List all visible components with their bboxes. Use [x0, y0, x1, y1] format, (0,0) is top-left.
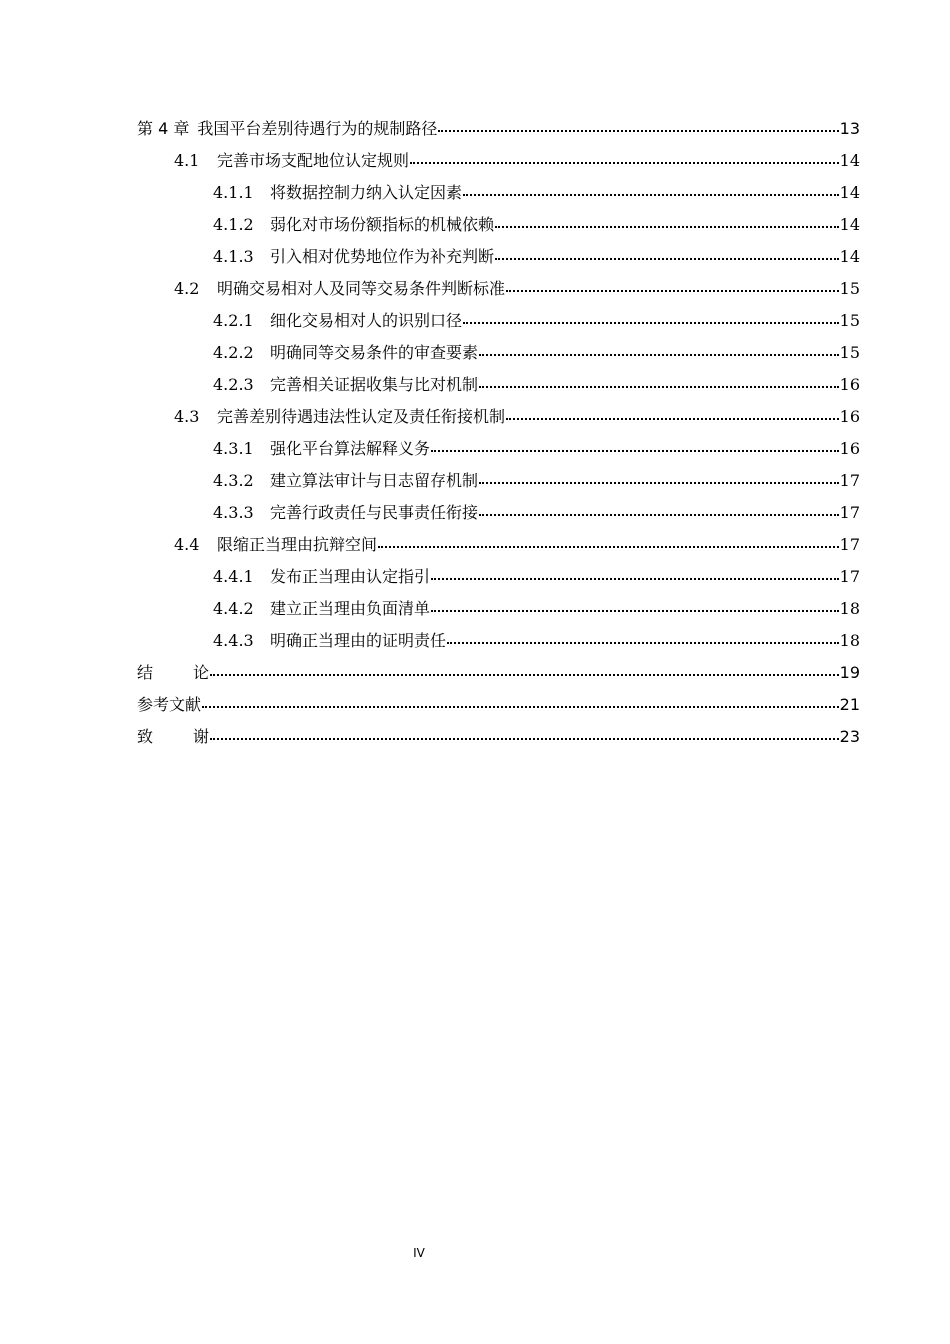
toc-entry[interactable]: [137, 500, 860, 532]
toc-entry-number: 4.4.3: [213, 631, 254, 650]
toc-entry[interactable]: [137, 628, 860, 660]
dot-leader: [202, 705, 839, 708]
page-footer: [0, 1246, 950, 1260]
toc-entry[interactable]: [137, 340, 860, 372]
toc-entry-number: 4.4.2: [213, 599, 254, 618]
toc-entry-title: 明确同等交易条件的审查要素: [270, 343, 479, 362]
dot-leader: [210, 673, 839, 676]
toc-entry-page: 15: [839, 279, 860, 298]
toc-entry-title: 明确交易相对人及同等交易条件判断标准: [217, 279, 506, 298]
toc-entry-number: 4.3.3: [213, 503, 254, 522]
dot-leader: [447, 641, 839, 644]
toc-entry-page: 16: [839, 407, 860, 426]
toc-entry-page: 17: [839, 567, 860, 586]
toc-entry[interactable]: [137, 212, 860, 244]
toc-entry-number: 4.2.1: [213, 311, 254, 330]
toc-entry-page: 16: [839, 375, 860, 394]
toc-entry-title: 弱化对市场份额指标的机械依赖: [270, 215, 495, 234]
toc-entry[interactable]: [137, 724, 860, 756]
toc-entry-page: 13: [839, 119, 860, 138]
toc-entry-number: 4.3.2: [213, 471, 254, 490]
toc-entry-title: 明确正当理由的证明责任: [270, 631, 447, 650]
page-number: IV: [413, 1246, 425, 1260]
toc-entry[interactable]: [137, 244, 860, 276]
toc-entry-title: 细化交易相对人的识别口径: [270, 311, 463, 330]
toc-entry-number: 4.4: [174, 535, 200, 554]
dot-leader: [479, 513, 839, 516]
toc-entry[interactable]: [137, 372, 860, 404]
toc-entry-page: 14: [839, 183, 860, 202]
toc-entry-page: 16: [839, 439, 860, 458]
toc-entry[interactable]: [137, 532, 860, 564]
toc-entry[interactable]: [137, 468, 860, 500]
dot-leader: [479, 353, 839, 356]
toc-entry-number: 4.2: [174, 279, 200, 298]
toc-entry[interactable]: [137, 436, 860, 468]
toc-entry-title: 建立算法审计与日志留存机制: [270, 471, 479, 490]
dot-leader: [463, 321, 839, 324]
toc-entry-page: 23: [839, 727, 860, 746]
toc-entry-title: 完善差别待遇违法性认定及责任衔接机制: [217, 407, 506, 426]
dot-leader: [438, 129, 838, 132]
dot-leader: [495, 257, 839, 260]
toc-entry-page: 17: [839, 503, 860, 522]
dot-leader: [463, 193, 839, 196]
toc-entry-page: 15: [839, 343, 860, 362]
dot-leader: [431, 609, 839, 612]
toc-entry-number: 4.4.1: [213, 567, 254, 586]
toc-entry-number: 第 4 章: [137, 119, 190, 138]
table-of-contents: [137, 116, 860, 756]
toc-entry[interactable]: [137, 308, 860, 340]
dot-leader: [506, 289, 839, 292]
toc-entry[interactable]: [137, 404, 860, 436]
toc-entry-title: 完善市场支配地位认定规则: [217, 151, 410, 170]
dot-leader: [378, 545, 839, 548]
toc-entry-title: 参考文献: [137, 695, 202, 714]
toc-entry-page: 17: [839, 535, 860, 554]
toc-entry-number: 4.3.1: [213, 439, 254, 458]
toc-entry-title: 结论: [137, 663, 210, 682]
toc-entry-page: 18: [839, 599, 860, 618]
dot-leader: [210, 737, 839, 740]
toc-entry[interactable]: [137, 116, 860, 148]
toc-entry-page: 17: [839, 471, 860, 490]
dot-leader: [495, 225, 839, 228]
toc-entry[interactable]: [137, 596, 860, 628]
dot-leader: [410, 161, 839, 164]
toc-entry-page: 15: [839, 311, 860, 330]
dot-leader: [506, 417, 839, 420]
toc-entry[interactable]: [137, 180, 860, 212]
toc-entry-number: 4.2.2: [213, 343, 254, 362]
toc-entry-title: 我国平台差别待遇行为的规制路径: [197, 119, 438, 138]
toc-entry-number: 4.1.2: [213, 215, 254, 234]
toc-entry-page: 19: [839, 663, 860, 682]
toc-entry-title: 强化平台算法解释义务: [270, 439, 431, 458]
toc-entry-title: 致谢: [137, 727, 210, 746]
toc-entry-title: 建立正当理由负面清单: [270, 599, 431, 618]
toc-entry[interactable]: [137, 276, 860, 308]
toc-entry[interactable]: [137, 660, 860, 692]
toc-entry[interactable]: [137, 692, 860, 724]
dot-leader: [431, 449, 839, 452]
toc-entry-title: 发布正当理由认定指引: [270, 567, 431, 586]
dot-leader: [431, 577, 839, 580]
toc-entry-number: 4.1: [174, 151, 200, 170]
toc-entry-title: 完善行政责任与民事责任衔接: [270, 503, 479, 522]
dot-leader: [479, 385, 839, 388]
toc-entry-title: 完善相关证据收集与比对机制: [270, 375, 479, 394]
toc-entry-title: 将数据控制力纳入认定因素: [270, 183, 463, 202]
toc-entry-page: 21: [839, 695, 860, 714]
toc-entry-page: 18: [839, 631, 860, 650]
toc-entry-number: 4.1.1: [213, 183, 254, 202]
toc-entry-page: 14: [839, 215, 860, 234]
toc-entry-title: 限缩正当理由抗辩空间: [217, 535, 378, 554]
dot-leader: [479, 481, 839, 484]
toc-entry-title: 引入相对优势地位作为补充判断: [270, 247, 495, 266]
toc-entry-page: 14: [839, 151, 860, 170]
toc-entry-number: 4.2.3: [213, 375, 254, 394]
toc-entry[interactable]: [137, 148, 860, 180]
toc-entry-page: 14: [839, 247, 860, 266]
toc-entry-number: 4.1.3: [213, 247, 254, 266]
toc-entry[interactable]: [137, 564, 860, 596]
toc-entry-number: 4.3: [174, 407, 200, 426]
